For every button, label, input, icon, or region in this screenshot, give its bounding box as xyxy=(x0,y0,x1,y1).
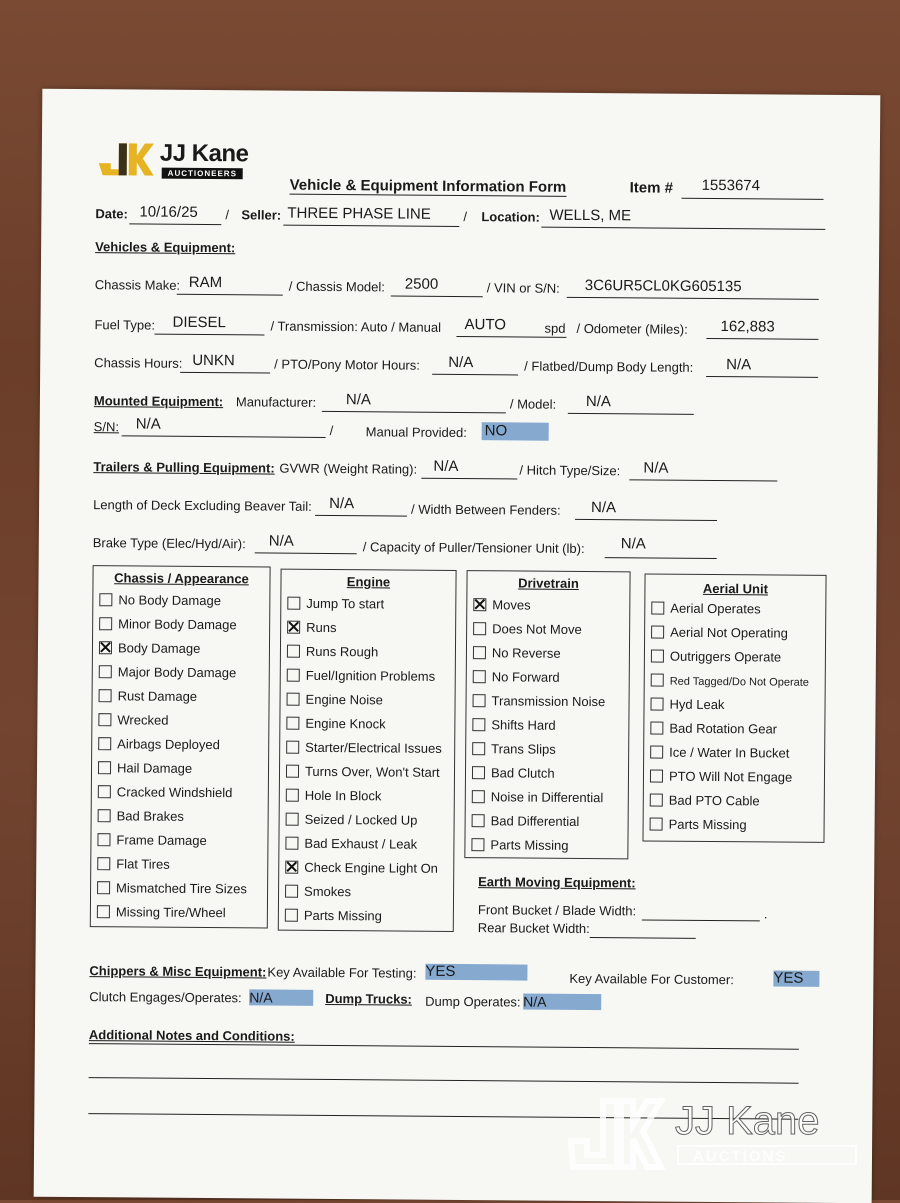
empty-box-icon[interactable] xyxy=(472,814,485,827)
empty-box-icon[interactable] xyxy=(651,602,664,615)
sn-value: N/A xyxy=(135,415,161,433)
empty-box-icon[interactable] xyxy=(286,789,299,802)
fuel-label: Fuel Type: xyxy=(94,317,156,333)
checkbox-item[interactable] xyxy=(473,597,530,612)
deck-line xyxy=(315,515,407,517)
gvwr-line xyxy=(421,478,517,480)
brake-line xyxy=(255,552,357,554)
hitch-line xyxy=(629,479,777,481)
capacity-label-text: Capacity of Puller/Tensioner Unit (lb): xyxy=(369,539,585,556)
date-value: 10/16/25 xyxy=(139,203,198,221)
brake-value: N/A xyxy=(268,532,294,550)
checked-box-icon[interactable] xyxy=(285,861,298,874)
checkbox-item[interactable] xyxy=(473,621,582,637)
checkbox-item[interactable] xyxy=(285,860,438,876)
checkbox-label: Airbags Deployed xyxy=(117,736,220,753)
rear-bucket-label: Rear Bucket Width: xyxy=(477,920,590,937)
odometer-value: 162,883 xyxy=(720,318,775,336)
checkbox-label: Hail Damage xyxy=(116,760,193,776)
checkbox-item[interactable] xyxy=(286,716,385,732)
empty-box-icon[interactable] xyxy=(99,665,112,678)
model-value: N/A xyxy=(585,393,612,411)
checkbox-label: Cracked Windshield xyxy=(116,784,233,801)
checkbox-label: Flat Tires xyxy=(116,856,170,872)
vin-line xyxy=(567,297,819,300)
drivetrain-box-title: Drivetrain xyxy=(518,575,579,591)
manufacturer-label: Manufacturer: xyxy=(235,394,317,410)
empty-box-icon[interactable] xyxy=(97,833,110,846)
checkbox-item[interactable] xyxy=(471,837,568,853)
checkbox-label: Bad PTO Cable xyxy=(668,792,760,809)
pto-line xyxy=(432,374,518,376)
checkbox-label: Parts Missing xyxy=(303,907,382,924)
empty-box-icon[interactable] xyxy=(97,905,110,918)
width-line xyxy=(575,519,717,521)
chassis-make-value: RAM xyxy=(188,273,223,292)
flatbed-label: / Flatbed/Dump Body Length: xyxy=(524,358,694,375)
empty-box-icon[interactable] xyxy=(471,838,484,851)
empty-box-icon[interactable] xyxy=(473,694,486,707)
checkbox-item[interactable] xyxy=(286,740,442,756)
empty-box-icon[interactable] xyxy=(650,722,663,735)
hitch-value: N/A xyxy=(643,459,669,477)
manufacturer-line xyxy=(322,411,506,413)
checkbox-label: Bad Rotation Gear xyxy=(669,720,778,737)
manufacturer-value: N/A xyxy=(345,391,372,409)
checkbox-label: No Forward xyxy=(491,669,560,685)
checkbox-item[interactable] xyxy=(650,745,789,761)
date-label: Date: xyxy=(95,206,128,222)
checkbox-item[interactable] xyxy=(650,721,777,737)
manual-value: NO xyxy=(482,422,549,441)
hours-line xyxy=(180,372,270,374)
chassis-make-line xyxy=(177,294,283,296)
checkbox-item[interactable] xyxy=(472,717,555,733)
odometer-label: / Odometer (Miles): xyxy=(576,320,688,337)
sep: / xyxy=(329,422,334,439)
checkbox-label: Major Body Damage xyxy=(117,664,237,681)
checkbox-item[interactable] xyxy=(472,765,555,781)
empty-box-icon[interactable] xyxy=(286,813,299,826)
checkbox-label: Transmission Noise xyxy=(491,693,606,710)
checkbox-label: No Body Damage xyxy=(118,592,222,609)
watermark-sub: AUCTIONS xyxy=(677,1145,857,1165)
checkbox-item[interactable] xyxy=(472,741,556,757)
empty-box-icon[interactable] xyxy=(651,674,664,687)
location-value: WELLS, ME xyxy=(549,206,632,225)
manual-label: Manual Provided: xyxy=(365,424,467,441)
clutch-label: Clutch Engages/Operates: xyxy=(89,989,242,1006)
checkbox-item[interactable] xyxy=(99,688,198,704)
front-bucket-line xyxy=(642,919,760,921)
checkbox-label: Trans Slips xyxy=(491,741,556,757)
drivetrain-box xyxy=(464,570,630,859)
hitch-label-text: Hitch Type/Size: xyxy=(526,462,621,479)
pto-value: N/A xyxy=(448,353,474,372)
checkbox-label: Seized / Locked Up xyxy=(304,811,418,828)
checkbox-item[interactable] xyxy=(99,664,237,680)
flatbed-line xyxy=(706,376,818,378)
checkbox-label: Mismatched Tire Sizes xyxy=(116,880,247,897)
vehicles-heading: Vehicles & Equipment: xyxy=(95,239,236,256)
seller-label: Seller: xyxy=(241,207,282,223)
checkbox-item[interactable] xyxy=(287,668,435,684)
width-label: / Width Between Fenders: xyxy=(411,501,561,518)
empty-box-icon[interactable] xyxy=(650,794,663,807)
checkbox-item[interactable] xyxy=(651,649,781,665)
checkbox-item[interactable] xyxy=(651,673,809,689)
notes-line-2[interactable] xyxy=(89,1077,799,1084)
checkbox-item[interactable] xyxy=(99,640,201,656)
empty-box-icon[interactable] xyxy=(97,881,110,894)
aerial-unit-box xyxy=(642,573,826,842)
deck-label: Length of Deck Excluding Beaver Tail: xyxy=(93,497,312,514)
chassis-appearance-box xyxy=(90,565,271,928)
location-line xyxy=(541,227,825,230)
trans-line xyxy=(456,336,566,338)
engine-box xyxy=(278,569,457,932)
checkbox-item[interactable] xyxy=(98,736,220,752)
checkbox-item[interactable] xyxy=(285,884,351,900)
empty-box-icon[interactable] xyxy=(287,693,300,706)
watermark-name: JJ Kane xyxy=(675,1099,820,1143)
checkbox-label: PTO Will Not Engage xyxy=(668,768,793,785)
rear-bucket-line xyxy=(590,937,696,939)
checkbox-item[interactable] xyxy=(473,645,561,661)
checkbox-label: Moves xyxy=(492,597,531,613)
trailers-heading: Trailers & Pulling Equipment: xyxy=(93,459,275,476)
notes-line-1[interactable] xyxy=(89,1043,799,1050)
model-line xyxy=(568,413,694,415)
checkbox-item[interactable] xyxy=(99,592,221,608)
empty-box-icon[interactable] xyxy=(473,670,486,683)
empty-box-icon[interactable] xyxy=(99,689,112,702)
checkbox-item[interactable] xyxy=(287,692,383,708)
notes-heading: Additional Notes and Conditions: xyxy=(88,1027,295,1044)
checkbox-label: Aerial Operates xyxy=(670,600,761,617)
chippers-heading: Chippers & Misc Equipment: xyxy=(89,963,267,980)
checkbox-label: Minor Body Damage xyxy=(118,616,237,633)
checked-box-icon[interactable] xyxy=(99,641,112,654)
checkbox-label: Body Damage xyxy=(117,640,201,656)
checkbox-label: Starter/Electrical Issues xyxy=(305,739,442,756)
key-testing-value: YES xyxy=(425,964,527,981)
hours-value: UNKN xyxy=(192,351,235,370)
checkbox-label: Shifts Hard xyxy=(491,717,556,733)
vin-label: / VIN or S/N: xyxy=(486,280,560,296)
checkbox-label: Check Engine Light On xyxy=(304,859,439,876)
checkbox-item[interactable] xyxy=(98,712,168,728)
odometer-line xyxy=(706,338,818,340)
empty-box-icon[interactable] xyxy=(99,593,112,606)
empty-box-icon[interactable] xyxy=(473,622,486,635)
gvwr-value: N/A xyxy=(433,457,459,476)
empty-box-icon[interactable] xyxy=(287,669,300,682)
empty-box-icon[interactable] xyxy=(472,718,485,731)
checkbox-item[interactable] xyxy=(285,836,417,852)
item-value: 1553674 xyxy=(701,176,761,195)
checkbox-label: Parts Missing xyxy=(668,816,747,833)
dump-label: Dump Operates: xyxy=(425,993,521,1010)
capacity-label: / Capacity of Puller/Tensioner Unit (lb): xyxy=(362,539,585,556)
checkbox-label: Missing Tire/Wheel xyxy=(115,904,226,921)
form-paper xyxy=(34,89,881,1203)
checkbox-label: Bad Differential xyxy=(490,813,580,829)
empty-box-icon[interactable] xyxy=(98,761,111,774)
item-label: Item # xyxy=(629,179,674,197)
checkbox-label: Outriggers Operate xyxy=(669,648,782,665)
empty-box-icon[interactable] xyxy=(650,770,663,783)
capacity-value: N/A xyxy=(620,535,646,553)
watermark-logo-icon xyxy=(565,1093,665,1173)
dot: . xyxy=(763,906,768,922)
empty-box-icon[interactable] xyxy=(472,766,485,779)
checkbox-item[interactable] xyxy=(650,793,760,809)
checkbox-item[interactable] xyxy=(287,644,378,660)
empty-box-icon[interactable] xyxy=(98,785,111,798)
checkbox-label: Parts Missing xyxy=(490,837,569,853)
key-customer-value: YES xyxy=(773,970,819,986)
seller-value: THREE PHASE LINE xyxy=(287,204,431,223)
sep: / xyxy=(463,209,468,225)
empty-box-icon[interactable] xyxy=(472,742,485,755)
checkbox-label: Jump To start xyxy=(306,595,385,612)
sn-label: S/N: xyxy=(93,419,120,435)
empty-box-icon[interactable] xyxy=(286,765,299,778)
empty-box-icon[interactable] xyxy=(650,818,663,831)
chassis-model-line xyxy=(391,295,483,297)
sep: / xyxy=(225,207,230,223)
mounted-heading: Mounted Equipment: xyxy=(93,393,224,410)
trans-value: AUTO xyxy=(464,316,506,334)
odometer-label-text: Odometer (Miles): xyxy=(583,320,688,337)
checkbox-item[interactable] xyxy=(472,789,604,805)
checkbox-label: Bad Brakes xyxy=(116,808,184,824)
checkbox-item[interactable] xyxy=(651,625,788,641)
checkbox-item[interactable] xyxy=(99,616,237,632)
checkbox-label: No Reverse xyxy=(491,645,561,661)
deck-value: N/A xyxy=(329,494,355,513)
checkbox-item[interactable] xyxy=(286,788,382,804)
empty-box-icon[interactable] xyxy=(473,646,486,659)
empty-box-icon[interactable] xyxy=(285,909,298,922)
chassis-box-title: Chassis / Appearance xyxy=(114,570,249,587)
checkbox-item[interactable] xyxy=(473,693,606,709)
empty-box-icon[interactable] xyxy=(98,713,111,726)
checkbox-label: Turns Over, Won't Start xyxy=(304,763,440,780)
trans-label-text: Transmission: Auto / Manual xyxy=(277,318,442,335)
trans-label: / Transmission: Auto / Manual xyxy=(270,318,442,335)
checkbox-item[interactable] xyxy=(97,880,247,896)
checkbox-item[interactable] xyxy=(287,596,384,612)
checkbox-label: Bad Clutch xyxy=(490,765,555,781)
checkbox-label: Frame Damage xyxy=(116,832,207,849)
hitch-label: / Hitch Type/Size: xyxy=(519,462,621,479)
item-line xyxy=(682,198,824,200)
checkbox-item[interactable] xyxy=(286,764,440,780)
jj-kane-logo-icon xyxy=(97,137,155,179)
empty-box-icon[interactable] xyxy=(285,885,298,898)
checkbox-label: Engine Knock xyxy=(305,715,386,732)
checkbox-item[interactable] xyxy=(650,817,747,833)
form-title xyxy=(290,177,567,196)
checkbox-label: Hole In Block xyxy=(304,787,382,804)
empty-box-icon[interactable] xyxy=(651,626,664,639)
checkbox-item[interactable] xyxy=(472,813,580,829)
checkbox-label: Does Not Move xyxy=(492,621,582,637)
checkbox-item[interactable] xyxy=(98,784,233,800)
fuel-value: DIESEL xyxy=(172,313,226,332)
seller-line xyxy=(283,225,459,227)
vin-value: 3C6UR5CL0KG605135 xyxy=(584,276,742,296)
width-value: N/A xyxy=(591,499,617,517)
checkbox-label: Engine Noise xyxy=(305,691,383,708)
checkbox-item[interactable] xyxy=(97,832,206,848)
dump-heading: Dump Trucks: xyxy=(325,990,412,1007)
checkbox-label: Rust Damage xyxy=(117,688,198,704)
empty-box-icon[interactable] xyxy=(650,698,663,711)
checkbox-label: Runs Rough xyxy=(305,643,379,660)
capacity-line xyxy=(605,557,717,559)
chassis-model-label-text: Chassis Model: xyxy=(295,278,385,295)
dump-value: N/A xyxy=(523,994,601,1011)
checkbox-label: Noise in Differential xyxy=(490,789,604,806)
hours-label: Chassis Hours: xyxy=(94,355,183,371)
checkbox-label: Fuel/Ignition Problems xyxy=(305,667,436,684)
checkbox-item[interactable] xyxy=(651,601,760,617)
fuel-line xyxy=(154,334,264,336)
empty-box-icon[interactable] xyxy=(285,837,298,850)
checked-box-icon[interactable] xyxy=(473,598,486,611)
checkbox-label: Bad Exhaust / Leak xyxy=(304,835,418,852)
location-label: Location: xyxy=(481,209,540,225)
width-label-text: Width Between Fenders: xyxy=(418,501,561,518)
spd-label: spd xyxy=(544,320,566,336)
pto-label: / PTO/Pony Motor Hours: xyxy=(274,356,420,373)
vin-label-text: VIN or S/N: xyxy=(493,280,560,296)
pto-label-text: PTO/Pony Motor Hours: xyxy=(281,356,420,373)
checkbox-label: Aerial Not Operating xyxy=(670,624,788,641)
checkbox-item[interactable] xyxy=(97,856,170,872)
checkbox-label: Wrecked xyxy=(117,712,169,728)
earth-heading: Earth Moving Equipment: xyxy=(478,874,636,891)
empty-box-icon[interactable] xyxy=(99,617,112,630)
aerial-box-title: Aerial Unit xyxy=(702,580,769,597)
checkbox-item[interactable] xyxy=(287,620,336,635)
checkbox-label: Runs xyxy=(306,619,337,636)
checkbox-label: Ice / Water In Bucket xyxy=(669,744,790,761)
empty-box-icon[interactable] xyxy=(97,857,110,870)
front-bucket-label: Front Bucket / Blade Width: xyxy=(477,902,637,919)
empty-box-icon[interactable] xyxy=(651,650,664,663)
checkbox-item[interactable] xyxy=(98,760,192,776)
checkbox-label: Red Tagged/Do Not Operate xyxy=(669,675,809,689)
empty-box-icon[interactable] xyxy=(650,746,663,759)
empty-box-icon[interactable] xyxy=(287,597,300,610)
date-line xyxy=(129,223,221,225)
checked-box-icon[interactable] xyxy=(287,621,300,634)
checkbox-item[interactable] xyxy=(285,908,382,924)
checkbox-item[interactable] xyxy=(650,769,792,785)
sn-line xyxy=(122,435,326,438)
brake-label: Brake Type (Elec/Hyd/Air): xyxy=(92,535,246,552)
checkbox-item[interactable] xyxy=(286,812,418,828)
empty-box-icon[interactable] xyxy=(286,717,299,730)
empty-box-icon[interactable] xyxy=(286,741,299,754)
key-testing-label: Key Available For Testing: xyxy=(267,964,417,981)
checkbox-item[interactable] xyxy=(97,904,226,920)
chassis-make-label: Chassis Make: xyxy=(94,277,181,293)
flatbed-value: N/A xyxy=(726,356,752,374)
empty-box-icon[interactable] xyxy=(98,737,111,750)
flatbed-label-text: Flatbed/Dump Body Length: xyxy=(531,358,694,375)
gvwr-label: GVWR (Weight Rating): xyxy=(279,460,418,477)
clutch-value: N/A xyxy=(249,989,313,1006)
checkbox-item[interactable] xyxy=(98,808,184,824)
checkbox-label: Smokes xyxy=(304,883,352,900)
checkbox-item[interactable] xyxy=(473,669,560,685)
key-customer-label: Key Available For Customer: xyxy=(569,970,734,988)
empty-box-icon[interactable] xyxy=(98,809,111,822)
empty-box-icon[interactable] xyxy=(287,645,300,658)
chassis-model-label: / Chassis Model: xyxy=(288,278,385,295)
form-title-text: Vehicle & Equipment Information Form xyxy=(289,176,567,196)
empty-box-icon[interactable] xyxy=(472,790,485,803)
model-label-text: Model: xyxy=(517,396,557,412)
logo-subtitle: AUCTIONEERS xyxy=(162,168,243,180)
chassis-model-value: 2500 xyxy=(404,275,439,293)
checkbox-label: Hyd Leak xyxy=(669,696,725,713)
model-label: / Model: xyxy=(509,396,557,412)
logo-wordmark: JJ Kane xyxy=(159,139,249,168)
watermark xyxy=(565,1093,865,1173)
checkbox-item[interactable] xyxy=(650,697,724,713)
engine-box-title: Engine xyxy=(346,574,391,590)
